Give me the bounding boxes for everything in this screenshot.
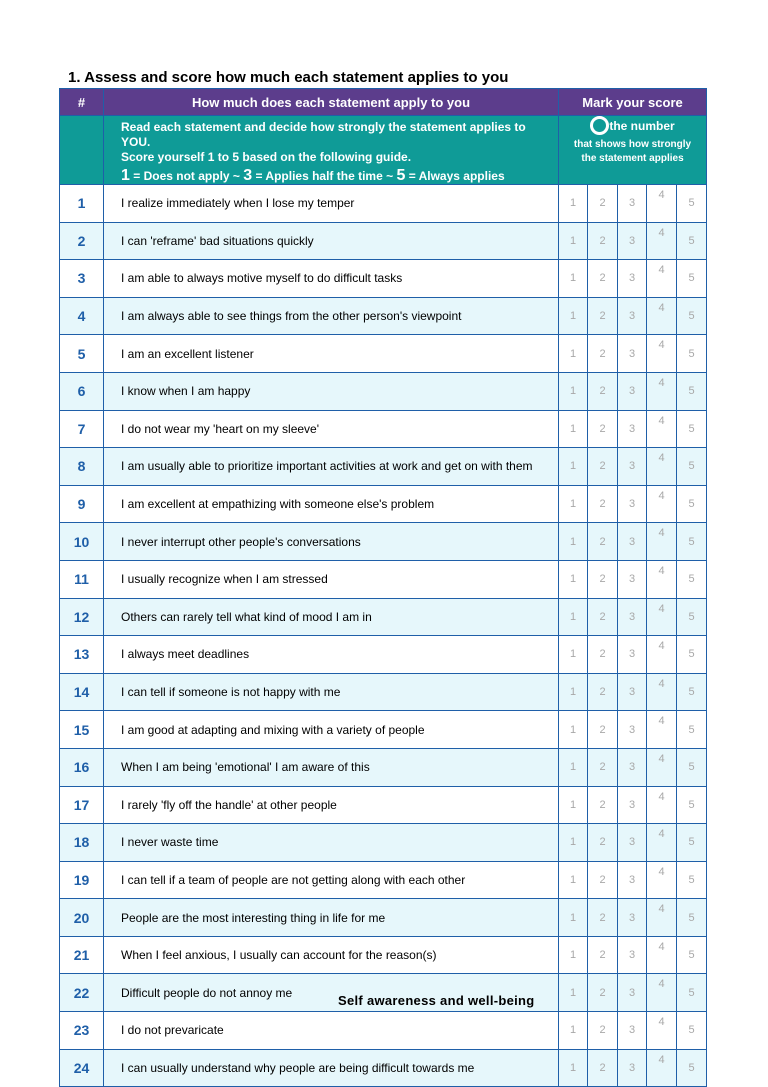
statement-text: I realize immediately when I lose my temper [104, 185, 559, 223]
score-option-5[interactable]: 5 [677, 598, 707, 636]
statement-number: 14 [60, 673, 104, 711]
score-option-5[interactable]: 5 [677, 824, 707, 862]
score-option-3[interactable]: 3 [618, 448, 647, 486]
score-option-3[interactable]: 3 [618, 786, 647, 824]
statement-number: 1 [60, 185, 104, 223]
statement-number: 17 [60, 786, 104, 824]
score-option-2[interactable]: 2 [588, 485, 618, 523]
page-title: 1. Assess and score how much each statement applies to you [68, 69, 509, 86]
score-option-2[interactable]: 2 [588, 936, 618, 974]
score-option-3[interactable]: 3 [618, 222, 647, 260]
score-option-5[interactable]: 5 [677, 260, 707, 298]
score-option-1[interactable]: 1 [559, 786, 588, 824]
score-option-1[interactable]: 1 [559, 711, 588, 749]
score-option-5[interactable]: 5 [677, 485, 707, 523]
statement-number: 22 [60, 974, 104, 1012]
score-option-2[interactable]: 2 [588, 410, 618, 448]
score-option-5[interactable]: 5 [677, 748, 707, 786]
score-option-4[interactable]: 4 [647, 222, 677, 260]
score-option-4[interactable]: 4 [647, 861, 677, 899]
scale-number-1: 1 [121, 167, 130, 184]
statement-row [60, 673, 707, 711]
score-option-4[interactable]: 4 [647, 185, 677, 223]
scale-number-5: 5 [396, 167, 406, 184]
score-option-3[interactable]: 3 [618, 185, 647, 223]
statement-row [60, 748, 707, 786]
statement-number: 6 [60, 372, 104, 410]
score-option-4[interactable]: 4 [647, 485, 677, 523]
score-option-5[interactable]: 5 [677, 222, 707, 260]
statement-number: 5 [60, 335, 104, 373]
score-option-1[interactable]: 1 [559, 1012, 588, 1050]
score-option-3[interactable]: 3 [618, 861, 647, 899]
score-option-4[interactable]: 4 [647, 260, 677, 298]
score-option-4[interactable]: 4 [647, 560, 677, 598]
score-option-2[interactable]: 2 [588, 824, 618, 862]
statement-list [60, 185, 707, 1087]
score-option-3[interactable]: 3 [618, 1012, 647, 1050]
score-option-2[interactable]: 2 [588, 372, 618, 410]
score-option-2[interactable]: 2 [588, 448, 618, 486]
scale-text-3: = Applies half the time ~ [252, 169, 397, 183]
score-option-1[interactable]: 1 [559, 222, 588, 260]
score-option-1[interactable]: 1 [559, 260, 588, 298]
score-option-2[interactable]: 2 [588, 222, 618, 260]
score-option-2[interactable]: 2 [588, 711, 618, 749]
statement-row [60, 485, 707, 523]
statement-number: 16 [60, 748, 104, 786]
score-option-5[interactable]: 5 [677, 636, 707, 674]
mark-guide [559, 116, 707, 185]
statement-number: 23 [60, 1012, 104, 1050]
score-option-5[interactable]: 5 [677, 786, 707, 824]
statement-row [60, 260, 707, 298]
scoring-guide-row [60, 116, 707, 185]
score-option-3[interactable]: 3 [618, 372, 647, 410]
scoring-guide [104, 116, 559, 185]
score-option-2[interactable]: 2 [588, 974, 618, 1012]
guide-line-1: Read each statement and decide how strongly the statement applies to YOU. [121, 120, 526, 149]
mark-guide-title: the number [609, 118, 675, 133]
statement-number: 2 [60, 222, 104, 260]
statement-row [60, 523, 707, 561]
statement-number: 15 [60, 711, 104, 749]
score-option-2[interactable]: 2 [588, 1049, 618, 1087]
score-option-5[interactable]: 5 [677, 410, 707, 448]
statement-row [60, 899, 707, 937]
score-option-5[interactable]: 5 [677, 1049, 707, 1087]
score-option-4[interactable]: 4 [647, 598, 677, 636]
statement-text: I rarely 'fly off the handle' at other people [104, 786, 559, 824]
score-option-4[interactable]: 4 [647, 974, 677, 1012]
statement-row [60, 824, 707, 862]
score-option-4[interactable]: 4 [647, 523, 677, 561]
statement-number: 10 [60, 523, 104, 561]
score-option-4[interactable]: 4 [647, 786, 677, 824]
score-option-3[interactable]: 3 [618, 936, 647, 974]
score-option-1[interactable]: 1 [559, 899, 588, 937]
statement-number: 4 [60, 297, 104, 335]
score-option-4[interactable]: 4 [647, 297, 677, 335]
header-mark-score: Mark your score [559, 89, 707, 116]
score-option-1[interactable]: 1 [559, 974, 588, 1012]
statement-text: I know when I am happy [104, 372, 559, 410]
statement-number: 9 [60, 485, 104, 523]
statement-text: Others can rarely tell what kind of mood I am in [104, 598, 559, 636]
score-option-1[interactable]: 1 [559, 636, 588, 674]
table-header [60, 89, 707, 116]
score-option-2[interactable]: 2 [588, 185, 618, 223]
score-option-1[interactable]: 1 [559, 297, 588, 335]
score-option-3[interactable]: 3 [618, 824, 647, 862]
statement-row [60, 786, 707, 824]
statement-text: I can tell if someone is not happy with me [104, 673, 559, 711]
header-number: # [60, 89, 104, 116]
score-option-1[interactable]: 1 [559, 673, 588, 711]
statement-row [60, 636, 707, 674]
score-option-2[interactable]: 2 [588, 748, 618, 786]
scale-text-5: = Always applies [405, 169, 505, 183]
score-option-2[interactable]: 2 [588, 523, 618, 561]
mark-guide-sub-1: that shows how strongly [573, 139, 692, 150]
circle-icon [590, 116, 609, 135]
statement-text: I can 'reframe' bad situations quickly [104, 222, 559, 260]
statement-text: I usually recognize when I am stressed [104, 560, 559, 598]
statement-text: Difficult people do not annoy me [104, 974, 559, 1012]
score-option-3[interactable]: 3 [618, 673, 647, 711]
statement-row [60, 1012, 707, 1050]
score-option-3[interactable]: 3 [618, 560, 647, 598]
statement-number: 3 [60, 260, 104, 298]
score-option-5[interactable]: 5 [677, 335, 707, 373]
header-statement: How much does each statement apply to you [104, 89, 559, 116]
score-option-2[interactable]: 2 [588, 636, 618, 674]
score-option-4[interactable]: 4 [647, 335, 677, 373]
score-option-3[interactable]: 3 [618, 598, 647, 636]
score-option-4[interactable]: 4 [647, 372, 677, 410]
statement-text: I always meet deadlines [104, 636, 559, 674]
statement-text: When I feel anxious, I usually can account for the reason(s) [104, 936, 559, 974]
statement-text: I do not wear my 'heart on my sleeve' [104, 410, 559, 448]
scale-text-1: = Does not apply ~ [129, 169, 244, 183]
score-option-5[interactable]: 5 [677, 1012, 707, 1050]
score-option-1[interactable]: 1 [559, 448, 588, 486]
score-option-4[interactable]: 4 [647, 410, 677, 448]
guide-line-2: Score yourself 1 to 5 based on the following guide. [121, 150, 412, 164]
score-option-2[interactable]: 2 [588, 335, 618, 373]
guide-blank-cell [60, 116, 104, 185]
statement-number: 12 [60, 598, 104, 636]
score-option-1[interactable]: 1 [559, 410, 588, 448]
statement-text: People are the most interesting thing in life for me [104, 899, 559, 937]
score-option-2[interactable]: 2 [588, 1012, 618, 1050]
score-option-3[interactable]: 3 [618, 297, 647, 335]
statement-row [60, 936, 707, 974]
score-option-2[interactable]: 2 [588, 560, 618, 598]
score-option-3[interactable]: 3 [618, 974, 647, 1012]
score-option-5[interactable]: 5 [677, 448, 707, 486]
score-option-2[interactable]: 2 [588, 861, 618, 899]
score-option-1[interactable]: 1 [559, 1049, 588, 1087]
statement-text: I am able to always motive myself to do difficult tasks [104, 260, 559, 298]
statement-text: I can usually understand why people are being difficult towards me [104, 1049, 559, 1087]
statement-row [60, 410, 707, 448]
statement-number: 19 [60, 861, 104, 899]
score-option-3[interactable]: 3 [618, 899, 647, 937]
score-option-3[interactable]: 3 [618, 1049, 647, 1087]
score-option-1[interactable]: 1 [559, 824, 588, 862]
statement-text: I am always able to see things from the other person's viewpoint [104, 297, 559, 335]
score-option-1[interactable]: 1 [559, 185, 588, 223]
statement-text: I am an excellent listener [104, 335, 559, 373]
score-option-4[interactable]: 4 [647, 748, 677, 786]
statement-number: 24 [60, 1049, 104, 1087]
score-option-5[interactable]: 5 [677, 560, 707, 598]
score-option-4[interactable]: 4 [647, 1049, 677, 1087]
statement-row [60, 185, 707, 223]
scale-legend [121, 168, 550, 184]
statement-row [60, 448, 707, 486]
statement-text: I never waste time [104, 824, 559, 862]
score-option-4[interactable]: 4 [647, 636, 677, 674]
score-option-1[interactable]: 1 [559, 861, 588, 899]
score-option-4[interactable]: 4 [647, 899, 677, 937]
score-option-4[interactable]: 4 [647, 824, 677, 862]
score-option-5[interactable]: 5 [677, 673, 707, 711]
footer-caption: Self awareness and well-being [338, 993, 535, 1008]
score-option-5[interactable]: 5 [677, 297, 707, 335]
statement-text: I am usually able to prioritize important activities at work and get on with them [104, 448, 559, 486]
statement-row [60, 1049, 707, 1087]
score-option-2[interactable]: 2 [588, 899, 618, 937]
score-option-1[interactable]: 1 [559, 523, 588, 561]
assessment-table [59, 88, 707, 1087]
score-option-3[interactable]: 3 [618, 748, 647, 786]
statement-number: 20 [60, 899, 104, 937]
score-option-1[interactable]: 1 [559, 485, 588, 523]
score-option-5[interactable]: 5 [677, 974, 707, 1012]
score-option-3[interactable]: 3 [618, 260, 647, 298]
score-option-1[interactable]: 1 [559, 560, 588, 598]
score-option-5[interactable]: 5 [677, 936, 707, 974]
statement-text: When I am being 'emotional' I am aware of this [104, 748, 559, 786]
score-option-4[interactable]: 4 [647, 711, 677, 749]
score-option-1[interactable]: 1 [559, 372, 588, 410]
statement-row [60, 222, 707, 260]
statement-text: I am good at adapting and mixing with a variety of people [104, 711, 559, 749]
statement-number: 7 [60, 410, 104, 448]
statement-row [60, 560, 707, 598]
score-option-2[interactable]: 2 [588, 297, 618, 335]
statement-number: 21 [60, 936, 104, 974]
statement-number: 8 [60, 448, 104, 486]
statement-row [60, 711, 707, 749]
statement-text: I am excellent at empathizing with someone else's problem [104, 485, 559, 523]
score-option-2[interactable]: 2 [588, 598, 618, 636]
score-option-3[interactable]: 3 [618, 711, 647, 749]
score-option-5[interactable]: 5 [677, 899, 707, 937]
score-option-3[interactable]: 3 [618, 636, 647, 674]
statement-row [60, 598, 707, 636]
scale-number-3: 3 [243, 167, 253, 184]
score-option-4[interactable]: 4 [647, 936, 677, 974]
statement-text: I never interrupt other people's conversations [104, 523, 559, 561]
score-option-4[interactable]: 4 [647, 448, 677, 486]
score-option-5[interactable]: 5 [677, 711, 707, 749]
score-option-5[interactable]: 5 [677, 861, 707, 899]
statement-text: I do not prevaricate [104, 1012, 559, 1050]
statement-text: I can tell if a team of people are not getting along with each other [104, 861, 559, 899]
score-option-1[interactable]: 1 [559, 598, 588, 636]
score-option-2[interactable]: 2 [588, 786, 618, 824]
score-option-1[interactable]: 1 [559, 335, 588, 373]
score-option-3[interactable]: 3 [618, 410, 647, 448]
statement-number: 13 [60, 636, 104, 674]
score-option-5[interactable]: 5 [677, 185, 707, 223]
statement-row [60, 372, 707, 410]
score-option-5[interactable]: 5 [677, 523, 707, 561]
score-option-1[interactable]: 1 [559, 936, 588, 974]
statement-row [60, 335, 707, 373]
statement-number: 11 [60, 560, 104, 598]
score-option-3[interactable]: 3 [618, 485, 647, 523]
score-option-2[interactable]: 2 [588, 260, 618, 298]
statement-number: 18 [60, 824, 104, 862]
score-option-5[interactable]: 5 [677, 372, 707, 410]
score-option-3[interactable]: 3 [618, 523, 647, 561]
mark-guide-sub-2: the statement applies [581, 153, 684, 164]
score-option-2[interactable]: 2 [588, 673, 618, 711]
score-option-3[interactable]: 3 [618, 335, 647, 373]
score-option-4[interactable]: 4 [647, 1012, 677, 1050]
statement-row [60, 861, 707, 899]
score-option-4[interactable]: 4 [647, 673, 677, 711]
score-option-1[interactable]: 1 [559, 748, 588, 786]
statement-row [60, 297, 707, 335]
